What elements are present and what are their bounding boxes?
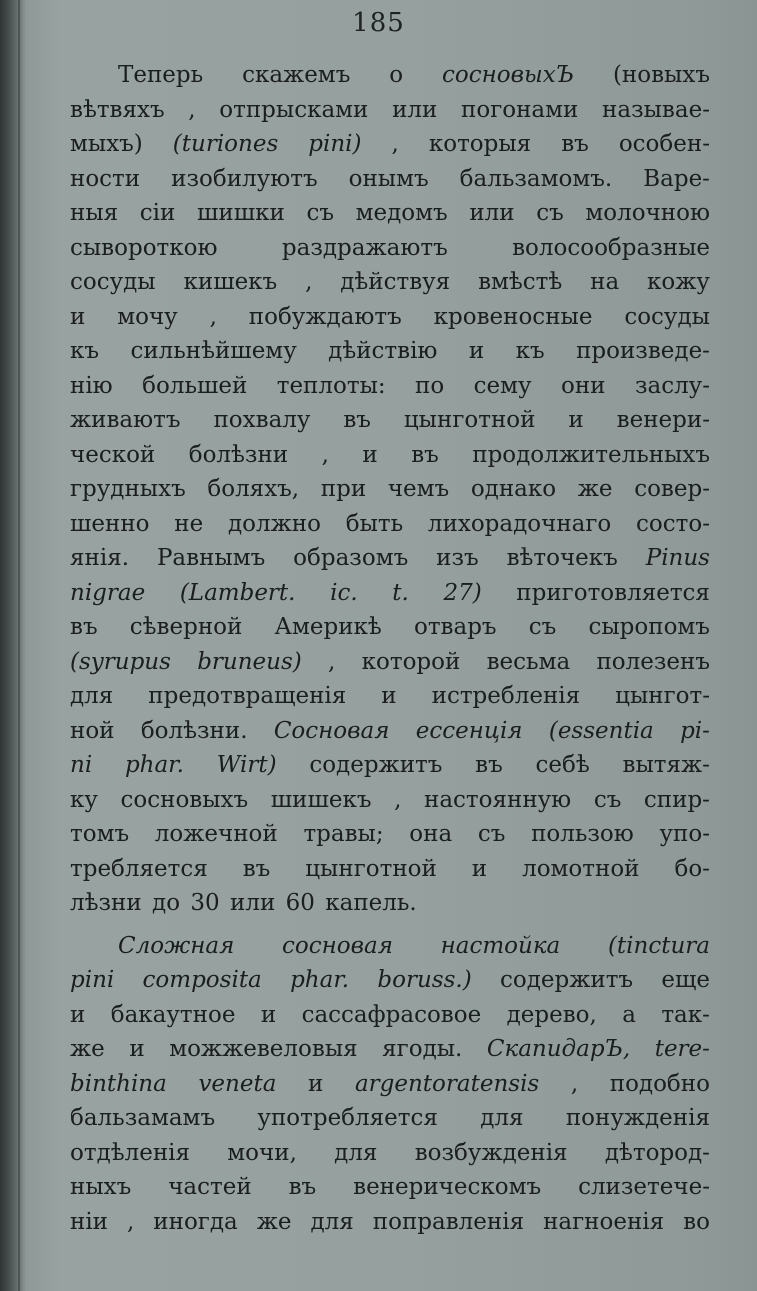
italic-word: pini	[70, 967, 115, 993]
text-line	[70, 300, 710, 335]
word: подобно	[609, 1070, 710, 1097]
word: же	[256, 1208, 292, 1235]
word: травы;	[303, 821, 384, 847]
word: состо-	[636, 510, 710, 537]
word: нагноенія	[543, 1208, 665, 1235]
word: дѣйствію	[328, 338, 438, 364]
word: ягоды.	[382, 1036, 463, 1062]
word: большей	[142, 372, 248, 399]
italic-word: ic.	[330, 579, 358, 606]
page-number: 185	[352, 8, 405, 38]
word: кожу	[647, 269, 710, 295]
word: ,	[328, 648, 336, 675]
paragraph	[70, 58, 710, 921]
word: чемъ	[387, 476, 450, 502]
word: съ	[477, 821, 506, 847]
word: или	[230, 890, 276, 916]
word: частей	[168, 1174, 252, 1200]
text-line	[70, 1032, 710, 1067]
word: дѣтород-	[604, 1139, 710, 1166]
word: по	[415, 372, 445, 399]
word: янія.	[70, 545, 130, 571]
word: и	[471, 855, 488, 882]
word: вмѣстѣ	[478, 269, 563, 295]
word: называе-	[602, 96, 710, 123]
word: отпрысками	[219, 96, 369, 123]
text-line	[70, 1136, 710, 1171]
word: венери-	[616, 407, 710, 433]
word: во	[683, 1208, 710, 1235]
text-line	[70, 576, 710, 611]
word: должно	[228, 510, 321, 537]
word: раздражаютъ	[281, 234, 448, 261]
italic-word: tere-	[654, 1036, 710, 1062]
word: понужденія	[565, 1105, 710, 1131]
word: пользою	[531, 821, 634, 847]
italic-word: ессенція	[415, 717, 523, 744]
word: ,	[570, 1070, 579, 1097]
word: упо-	[659, 821, 710, 847]
word: или	[392, 96, 438, 123]
word: приготовляется	[516, 579, 710, 606]
italic-word: nigrae	[70, 579, 146, 606]
word: которой	[361, 648, 461, 675]
word: быть	[345, 510, 404, 537]
italic-word: pini)	[308, 131, 362, 157]
italic-word: bruneus)	[197, 648, 302, 675]
text-line	[70, 645, 710, 680]
word: слизетече-	[578, 1174, 710, 1200]
word: ныхъ	[70, 1174, 132, 1200]
italic-word: binthina	[70, 1070, 167, 1097]
word: Америкѣ	[274, 614, 382, 640]
word: ,	[209, 303, 217, 330]
word: заслу-	[634, 372, 710, 399]
word: ніи	[70, 1208, 109, 1235]
word: сывороткою	[70, 234, 218, 261]
word: поправленія	[372, 1208, 525, 1235]
text-line	[70, 507, 710, 542]
text-line	[70, 963, 710, 998]
paragraph	[70, 929, 710, 1240]
word: ,	[321, 441, 329, 468]
italic-word: сосновая	[282, 932, 393, 959]
body-text	[70, 58, 710, 1239]
word: и	[308, 1070, 324, 1097]
word: вѣточекъ	[506, 545, 618, 571]
word: ,	[391, 131, 399, 157]
italic-word: composita	[142, 967, 262, 993]
word: дѣйствуя	[340, 269, 451, 295]
word: продолжительныхъ	[472, 441, 710, 468]
word: болѣзни.	[140, 717, 248, 744]
word: ной	[70, 717, 115, 744]
text-line	[70, 196, 710, 231]
word: отваръ	[413, 614, 497, 640]
text-line	[70, 93, 710, 128]
word: грудныхъ	[70, 476, 186, 502]
italic-word: ni	[70, 752, 93, 778]
word: бакаутное	[110, 1001, 236, 1028]
paragraph-gap	[70, 921, 710, 929]
text-line	[70, 748, 710, 783]
word: возбужденія	[414, 1139, 568, 1166]
word: волосообразные	[512, 234, 710, 261]
word: медомъ	[355, 200, 448, 226]
word: для	[480, 1105, 524, 1131]
word: и	[129, 1036, 145, 1062]
word: лихорадочнаго	[427, 510, 612, 537]
word: вытяж-	[622, 752, 710, 778]
italic-word: (syrupus	[70, 648, 171, 675]
word: и	[70, 1001, 86, 1028]
word: и	[381, 683, 397, 709]
word: до	[152, 890, 181, 916]
word: содержитъ	[499, 967, 634, 993]
word: весьма	[486, 648, 571, 675]
text-line	[70, 334, 710, 369]
word: ,	[305, 269, 313, 295]
word: сѣверной	[129, 614, 243, 640]
italic-word: 27)	[443, 579, 482, 606]
word: съ	[528, 614, 557, 640]
word: совер-	[634, 476, 710, 502]
word: при	[320, 476, 367, 502]
word: произведе-	[576, 338, 710, 364]
word: болѣзни	[188, 441, 289, 468]
word: для	[310, 1208, 354, 1235]
italic-word: Сосновая	[273, 717, 390, 744]
word: сосновыхъ	[120, 786, 249, 813]
page-gutter-shadow	[0, 0, 26, 1291]
word: Варе-	[643, 165, 710, 192]
text-line	[70, 1170, 710, 1205]
word: съ	[593, 786, 622, 813]
word: требляется	[70, 855, 208, 882]
word: и	[362, 441, 378, 468]
word: можжевеловыя	[169, 1036, 358, 1062]
text-line	[70, 162, 710, 197]
word: отдѣленія	[70, 1139, 191, 1166]
word: бо-	[674, 855, 710, 882]
word: Теперь	[118, 62, 204, 88]
text-line	[70, 369, 710, 404]
text-line	[70, 929, 710, 964]
italic-word: Wirt)	[216, 752, 277, 778]
word: мочу	[117, 303, 178, 330]
word: же	[70, 1036, 105, 1062]
word: живаютъ	[70, 407, 181, 433]
word: сосуды	[624, 303, 710, 330]
italic-word: argentoratensis	[354, 1070, 540, 1097]
word: и	[260, 1001, 277, 1028]
word: полезенъ	[596, 648, 710, 675]
word: употребляется	[257, 1105, 438, 1131]
text-line	[70, 1067, 710, 1102]
text-line	[70, 1205, 710, 1240]
italic-word: phar.	[290, 967, 350, 993]
word: скажемъ	[242, 62, 351, 88]
word: вѣтвяхъ	[70, 96, 165, 123]
word: на	[590, 269, 620, 295]
word: сассафрасовое	[301, 1001, 482, 1028]
word: себѣ	[535, 752, 590, 778]
italic-word: pi-	[680, 717, 710, 744]
word: ку	[70, 786, 98, 813]
word: онымъ	[348, 165, 429, 192]
word: лѣзни	[70, 890, 142, 916]
text-line	[70, 265, 710, 300]
word: и	[70, 303, 86, 330]
text-line	[70, 231, 710, 266]
word: погонами	[461, 96, 579, 123]
word: похвалу	[213, 407, 311, 433]
italic-word: boruss.)	[377, 967, 472, 993]
word: капель.	[325, 890, 417, 916]
word: сіи	[139, 200, 176, 226]
word: въ	[70, 614, 98, 640]
text-line	[70, 783, 710, 818]
word: особен-	[618, 131, 710, 157]
word: 60	[285, 890, 315, 916]
word: въ	[561, 131, 589, 157]
word: ,	[127, 1208, 135, 1235]
word: для	[70, 683, 114, 709]
text-line	[70, 679, 710, 714]
word: и	[468, 338, 485, 364]
word: для	[334, 1139, 378, 1166]
word: съ	[536, 200, 564, 226]
text-line	[70, 472, 710, 507]
word: или	[469, 200, 515, 226]
word: изъ	[436, 545, 479, 571]
word: (новыхъ	[612, 62, 710, 88]
italic-word: (turiones	[172, 131, 279, 157]
word: съ	[306, 200, 334, 226]
word: сыропомъ	[588, 614, 710, 640]
word: побуждаютъ	[248, 303, 402, 330]
word: сему	[473, 372, 532, 399]
word: не	[174, 510, 204, 537]
binding-fold	[18, 0, 20, 1291]
text-line	[70, 852, 710, 887]
word: содержитъ	[309, 752, 443, 778]
word: къ	[70, 338, 100, 364]
word: о	[389, 62, 404, 88]
italic-word: настойка	[440, 932, 561, 959]
word: ческой	[70, 441, 156, 468]
word: шенно	[70, 510, 150, 537]
word: молочною	[585, 200, 710, 226]
word: мочи,	[227, 1139, 297, 1166]
word: изобилуютъ	[171, 165, 318, 192]
text-line	[70, 714, 710, 749]
word: еще	[661, 967, 710, 993]
word: ложечной	[154, 821, 278, 847]
word: же	[577, 476, 613, 502]
word: сильнѣйшему	[130, 338, 297, 364]
word: ,	[394, 786, 402, 813]
text-line	[70, 1101, 710, 1136]
word: въ	[411, 441, 439, 468]
word: кровеносные	[433, 303, 593, 330]
text-line	[70, 886, 710, 921]
word: бальзамомъ.	[459, 165, 613, 192]
word: шишки	[197, 200, 285, 226]
word: цынгот-	[615, 683, 710, 709]
italic-word: (tinctura	[607, 932, 710, 959]
word: она	[409, 821, 453, 847]
word: так-	[661, 1001, 710, 1028]
italic-word: (essentia	[548, 717, 654, 744]
text-line	[70, 817, 710, 852]
text-line	[70, 541, 710, 576]
word: и	[568, 407, 584, 433]
word: а	[622, 1001, 636, 1028]
word: Равнымъ	[156, 545, 266, 571]
word: дерево,	[506, 1001, 597, 1028]
word: ломотной	[522, 855, 640, 882]
italic-word: t.	[392, 579, 409, 606]
word: нію	[70, 372, 113, 399]
word: въ	[288, 1174, 317, 1200]
italic-word: Pinus	[645, 545, 710, 571]
word: къ	[515, 338, 545, 364]
word: мыхъ)	[70, 131, 143, 157]
text-line	[70, 58, 710, 93]
word: образомъ	[293, 545, 409, 571]
word: ,	[188, 96, 196, 123]
word: въ	[242, 855, 271, 882]
word: иногда	[153, 1208, 238, 1235]
word: которыя	[428, 131, 532, 157]
word: венерическомъ	[353, 1174, 542, 1200]
word: бальзамамъ	[70, 1105, 216, 1131]
text-line	[70, 127, 710, 162]
word: настоянную	[423, 786, 572, 813]
word: въ	[475, 752, 503, 778]
word: предотвращенія	[148, 683, 347, 709]
text-line	[70, 438, 710, 473]
word: теплоты:	[276, 372, 386, 399]
italic-word: veneta	[198, 1070, 277, 1097]
word: боляхъ,	[207, 476, 300, 502]
word: они	[561, 372, 606, 399]
word: однако	[470, 476, 557, 502]
word: ныя	[70, 200, 119, 226]
word: шишекъ	[270, 786, 372, 813]
text-line	[70, 403, 710, 438]
word: 30	[190, 890, 220, 916]
word: кишекъ	[183, 269, 278, 295]
italic-word: Сложная	[118, 932, 235, 959]
italic-word: phar.	[124, 752, 184, 778]
text-line	[70, 610, 710, 645]
word: цынготной	[403, 407, 536, 433]
word: ности	[70, 165, 141, 192]
word: сосуды	[70, 269, 156, 295]
word: цынготной	[305, 855, 437, 882]
italic-word: СкапидарЪ,	[486, 1036, 631, 1062]
word: спир-	[643, 786, 710, 813]
word: истребленія	[431, 683, 581, 709]
word: томъ	[70, 821, 130, 847]
italic-word: (Lambert.	[179, 579, 296, 606]
italic-word: сосновыхЪ	[442, 62, 575, 88]
text-line	[70, 998, 710, 1033]
word: въ	[343, 407, 371, 433]
